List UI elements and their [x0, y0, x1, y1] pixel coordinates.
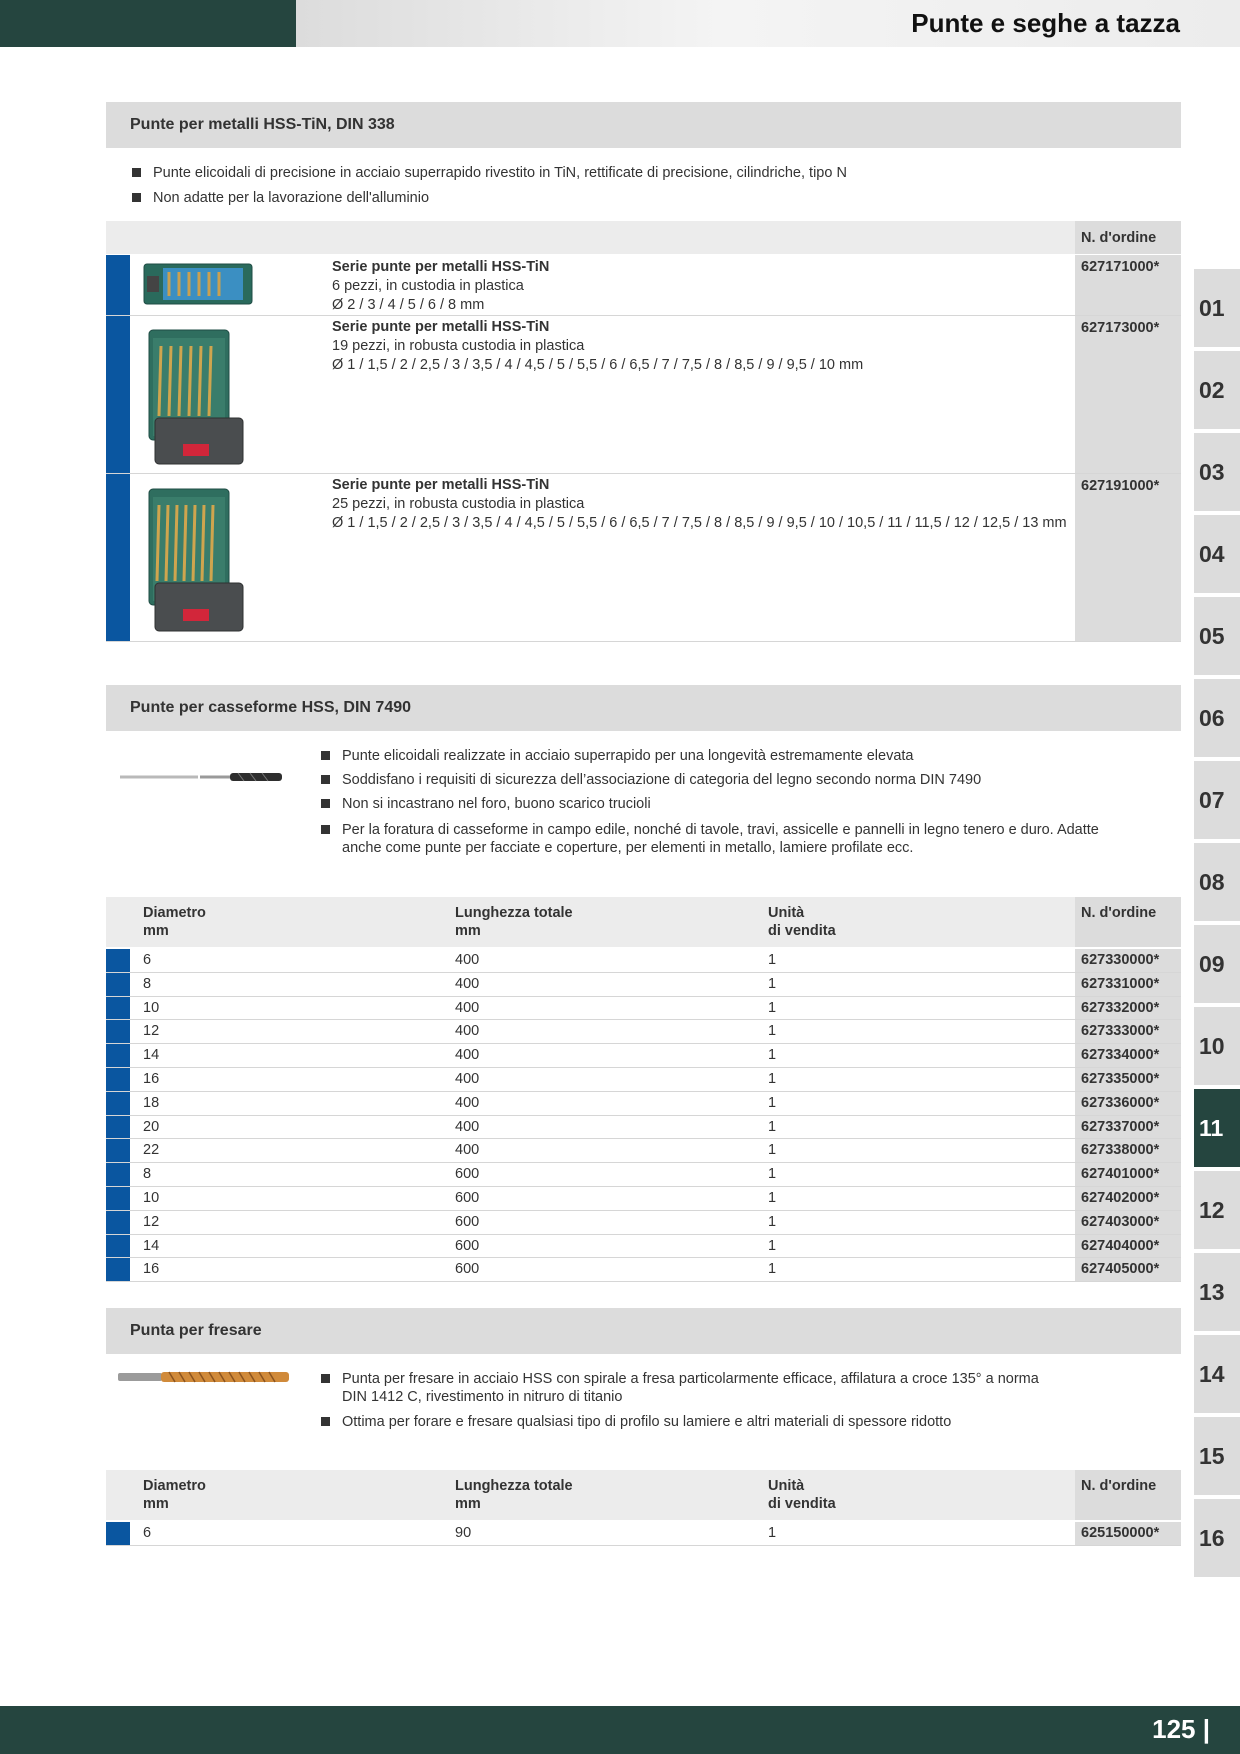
- cell-diameter: 14: [143, 1047, 160, 1064]
- product-desc: 6 pezzi, in custodia in plastica: [332, 278, 524, 294]
- order-cell: [1075, 949, 1181, 972]
- row-marker: [106, 949, 130, 972]
- order-number[interactable]: 627171000*: [1081, 259, 1160, 275]
- bullet: Punte elicoidali realizzate in acciaio superrapido per una longevità estremamente elevata: [342, 748, 914, 764]
- tab-09[interactable]: 09: [1194, 924, 1240, 1003]
- row-divider: [106, 1186, 1181, 1187]
- cell-unit: 1: [768, 1047, 777, 1064]
- cell-unit: 1: [768, 1166, 777, 1183]
- section-title: Punta per fresare: [130, 1322, 262, 1339]
- order-header: N. d'ordine: [1081, 230, 1157, 246]
- row-marker: [106, 1044, 130, 1067]
- cell-diameter: 6: [143, 952, 152, 968]
- col-diameter: Diametro: [143, 1478, 206, 1494]
- bullet: Ottima per forare e fresare qualsiasi tipo di profilo su lamiere e altri materiali di spessore ridotto: [342, 1414, 952, 1430]
- cell-length: 600: [455, 1166, 480, 1183]
- order-number[interactable]: 627404000*: [1081, 1237, 1160, 1254]
- row-divider: [106, 1091, 1181, 1092]
- order-cell: [1075, 1092, 1181, 1115]
- row-marker: [106, 1020, 130, 1043]
- cell-unit: 1: [768, 1237, 777, 1254]
- row-divider: [106, 315, 1181, 316]
- cell-diameter: 18: [143, 1094, 160, 1111]
- order-cell: [1075, 1522, 1181, 1545]
- cell-diameter: 12: [143, 1213, 160, 1230]
- row-divider: [106, 473, 1181, 474]
- cell-unit: 1: [768, 975, 777, 992]
- order-cell: [1075, 1044, 1181, 1067]
- row-divider: [106, 1210, 1181, 1211]
- tab-12[interactable]: 12: [1194, 1170, 1240, 1249]
- order-cell: [1075, 1163, 1181, 1186]
- order-header-cell: [1075, 221, 1181, 254]
- header-dark-block: [0, 0, 296, 47]
- bullet: Punte elicoidali di precisione in acciaio superrapido rivestito in TiN, rettificate di precisione, cilindriche, tipo N: [153, 165, 847, 181]
- section-header-hss-tin: [106, 102, 1181, 148]
- order-cell: [1075, 1020, 1181, 1043]
- bullet: Per la foratura di casseforme in campo edile, nonché di tavole, travi, assicelle e pannelli in legno tenero e duro. Adatte: [342, 822, 1099, 838]
- order-cell: [1075, 1068, 1181, 1091]
- row-marker: [106, 316, 130, 473]
- drill-set-19-image: [145, 326, 245, 471]
- tab-14[interactable]: 14: [1194, 1334, 1240, 1413]
- cell-unit: 1: [768, 1071, 777, 1087]
- col-length: Lunghezza totale: [455, 1478, 573, 1494]
- order-number[interactable]: 627336000*: [1081, 1094, 1160, 1111]
- section-header-fresare: [106, 1308, 1181, 1354]
- row-divider: [106, 1138, 1181, 1139]
- cell-length: 400: [455, 999, 480, 1016]
- table-header: [106, 221, 1181, 254]
- tab-10[interactable]: 10: [1194, 1006, 1240, 1085]
- col-unit-sale: di vendita: [768, 1496, 836, 1512]
- bullet: Non si incastrano nel foro, buono scarico trucioli: [342, 796, 651, 812]
- tab-13[interactable]: 13: [1194, 1252, 1240, 1331]
- row-marker: [106, 1211, 130, 1234]
- tab-02[interactable]: 02: [1194, 350, 1240, 429]
- drill-set-small-image: [143, 262, 253, 306]
- order-cell: [1075, 1139, 1181, 1162]
- section-title: Punte per metalli HSS-TiN, DIN 338: [130, 116, 395, 133]
- tab-07[interactable]: 07: [1194, 760, 1240, 839]
- row-marker: [106, 1068, 130, 1091]
- col-unit-sale: di vendita: [768, 923, 836, 939]
- cell-unit: 1: [768, 1525, 777, 1541]
- tab-16[interactable]: 16: [1194, 1498, 1240, 1577]
- cell-length: 90: [455, 1525, 472, 1541]
- cell-unit: 1: [768, 1190, 777, 1206]
- cell-unit: 1: [768, 952, 777, 968]
- col-length: Lunghezza totale: [455, 905, 573, 921]
- formwork-drill-image: [118, 770, 284, 784]
- col-unit: Unità: [768, 905, 805, 921]
- cell-length: 400: [455, 975, 480, 992]
- order-number[interactable]: 625150000*: [1081, 1525, 1160, 1541]
- cell-unit: 1: [768, 1118, 777, 1135]
- row-marker: [106, 1522, 130, 1545]
- order-header: N. d'ordine: [1081, 1478, 1157, 1494]
- product-name: Serie punte per metalli HSS-TiN: [332, 259, 550, 275]
- row-divider: [106, 996, 1181, 997]
- order-number[interactable]: 627330000*: [1081, 952, 1160, 968]
- cell-length: 400: [455, 1047, 480, 1064]
- order-cell: [1075, 1258, 1181, 1281]
- row-marker: [106, 1092, 130, 1115]
- cell-unit: 1: [768, 1142, 777, 1159]
- cell-diameter: 16: [143, 1261, 160, 1278]
- product-name: Serie punte per metalli HSS-TiN: [332, 477, 550, 493]
- cell-diameter: 6: [143, 1525, 152, 1541]
- cell-diameter: 22: [143, 1142, 160, 1159]
- cell-diameter: 8: [143, 975, 152, 992]
- order-cell: [1075, 255, 1181, 315]
- order-number[interactable]: 627338000*: [1081, 1142, 1160, 1159]
- cell-length: 600: [455, 1190, 480, 1206]
- cell-diameter: 14: [143, 1237, 160, 1254]
- order-number[interactable]: 627331000*: [1081, 975, 1160, 992]
- cell-length: 600: [455, 1237, 480, 1254]
- order-number[interactable]: 627191000*: [1081, 478, 1160, 494]
- row-divider: [106, 1257, 1181, 1258]
- section-title: Punte per casseforme HSS, DIN 7490: [130, 699, 412, 716]
- order-cell: [1075, 474, 1181, 642]
- cell-length: 600: [455, 1213, 480, 1230]
- tab-11-active[interactable]: 11: [1194, 1088, 1240, 1167]
- order-cell: [1075, 316, 1181, 473]
- col-diameter: Diametro: [143, 905, 206, 921]
- col-diameter-unit: mm: [143, 923, 169, 939]
- tab-15[interactable]: 15: [1194, 1416, 1240, 1495]
- row-divider: [106, 641, 1181, 642]
- tab-03[interactable]: 03: [1194, 432, 1240, 511]
- cell-unit: 1: [768, 1023, 777, 1040]
- tab-06[interactable]: 06: [1194, 678, 1240, 757]
- row-divider: [106, 1281, 1181, 1282]
- order-number[interactable]: 627403000*: [1081, 1213, 1160, 1230]
- row-marker: [106, 973, 130, 996]
- page-number: 125 |: [1152, 1714, 1210, 1744]
- cell-unit: 1: [768, 999, 777, 1016]
- row-marker: [106, 255, 130, 315]
- tab-05[interactable]: 05: [1194, 596, 1240, 675]
- cell-length: 400: [455, 952, 480, 968]
- bullet: Non adatte per la lavorazione dell'alluminio: [153, 190, 430, 206]
- cell-length: 400: [455, 1071, 480, 1087]
- order-header-cell: [1075, 1470, 1181, 1520]
- product-sizes: Ø 1 / 1,5 / 2 / 2,5 / 3 / 3,5 / 4 / 4,5 / 5 / 5,5 / 6 / 6,5 / 7 / 7,5 / 8 / 8,5 / 9 / 9,5 / 10 / 10,5 / 11 / 11,5 / 12 / 12,5 / 13 mm: [332, 515, 1067, 531]
- cell-diameter: 16: [143, 1071, 160, 1087]
- cell-diameter: 10: [143, 999, 160, 1016]
- product-sizes: Ø 1 / 1,5 / 2 / 2,5 / 3 / 3,5 / 4 / 4,5 / 5 / 5,5 / 6 / 6,5 / 7 / 7,5 / 8 / 8,5 / 9 / 9,5 / 10 mm: [332, 357, 864, 373]
- cell-length: 400: [455, 1023, 480, 1040]
- order-number[interactable]: 627332000*: [1081, 999, 1160, 1016]
- row-divider: [106, 1019, 1181, 1020]
- order-number[interactable]: 627335000*: [1081, 1071, 1160, 1087]
- cell-unit: 1: [768, 1261, 777, 1278]
- col-unit: Unità: [768, 1478, 805, 1494]
- order-cell: [1075, 1211, 1181, 1234]
- bullet: Soddisfano i requisiti di sicurezza dell’associazione di categoria del legno secondo norma DIN 7490: [342, 772, 982, 788]
- order-cell: [1075, 1187, 1181, 1210]
- row-divider: [106, 1162, 1181, 1163]
- order-number[interactable]: 627333000*: [1081, 1023, 1160, 1040]
- order-cell: [1075, 1116, 1181, 1139]
- row-divider: [106, 1545, 1181, 1546]
- cell-unit: 1: [768, 1094, 777, 1111]
- drill-set-25-image: [145, 485, 245, 637]
- order-cell: [1075, 997, 1181, 1020]
- row-marker: [106, 1163, 130, 1186]
- cell-length: 400: [455, 1094, 480, 1111]
- row-marker: [106, 997, 130, 1020]
- cell-length: 400: [455, 1142, 480, 1159]
- row-divider: [106, 972, 1181, 973]
- milling-drill-image: [117, 1369, 293, 1385]
- table-header: [106, 1470, 1181, 1520]
- cell-unit: 1: [768, 1213, 777, 1230]
- row-divider: [106, 1067, 1181, 1068]
- cell-diameter: 20: [143, 1118, 160, 1135]
- cell-diameter: 10: [143, 1190, 160, 1206]
- order-number[interactable]: 627334000*: [1081, 1047, 1160, 1064]
- tab-01[interactable]: 01: [1194, 268, 1240, 347]
- product-desc: 19 pezzi, in robusta custodia in plastica: [332, 338, 585, 354]
- section-header-casseforme: [106, 685, 1181, 731]
- row-marker: [106, 1258, 130, 1281]
- col-length-unit: mm: [455, 923, 481, 939]
- tab-04[interactable]: 04: [1194, 514, 1240, 593]
- order-header: N. d'ordine: [1081, 905, 1157, 921]
- product-sizes: Ø 2 / 3 / 4 / 5 / 6 / 8 mm: [332, 297, 485, 313]
- row-marker: [106, 474, 130, 642]
- col-length-unit: mm: [455, 1496, 481, 1512]
- bullet-continuation: anche come punte per facciate e coperture, per elementi in metallo, lamiere profilate ecc.: [342, 840, 914, 856]
- tab-08[interactable]: 08: [1194, 842, 1240, 921]
- bullet: Punta per fresare in acciaio HSS con spirale a fresa particolarmente efficace, affilatura a croce 135° a norma: [342, 1371, 1039, 1387]
- row-marker: [106, 1139, 130, 1162]
- footer-bar: [0, 1706, 1240, 1754]
- order-cell: [1075, 1235, 1181, 1258]
- row-marker: [106, 1116, 130, 1139]
- row-divider: [106, 1043, 1181, 1044]
- product-desc: 25 pezzi, in robusta custodia in plastica: [332, 496, 585, 512]
- order-number[interactable]: 627405000*: [1081, 1261, 1160, 1278]
- col-diameter-unit: mm: [143, 1496, 169, 1512]
- cell-diameter: 12: [143, 1023, 160, 1040]
- order-number[interactable]: 627402000*: [1081, 1190, 1160, 1206]
- cell-length: 600: [455, 1261, 480, 1278]
- row-divider: [106, 1234, 1181, 1235]
- order-number[interactable]: 627173000*: [1081, 320, 1160, 336]
- cell-length: 400: [455, 1118, 480, 1135]
- page-title: Punte e seghe a tazza: [911, 8, 1180, 38]
- table-header: [106, 897, 1181, 947]
- row-marker: [106, 1235, 130, 1258]
- cell-diameter: 8: [143, 1166, 152, 1183]
- product-name: Serie punte per metalli HSS-TiN: [332, 319, 550, 335]
- row-divider: [106, 1115, 1181, 1116]
- bullet-continuation: DIN 1412 C, rivestimento in nitruro di titanio: [342, 1389, 623, 1405]
- order-cell: [1075, 973, 1181, 996]
- order-header-cell: [1075, 897, 1181, 947]
- order-number[interactable]: 627401000*: [1081, 1166, 1160, 1183]
- order-number[interactable]: 627337000*: [1081, 1118, 1160, 1135]
- row-marker: [106, 1187, 130, 1210]
